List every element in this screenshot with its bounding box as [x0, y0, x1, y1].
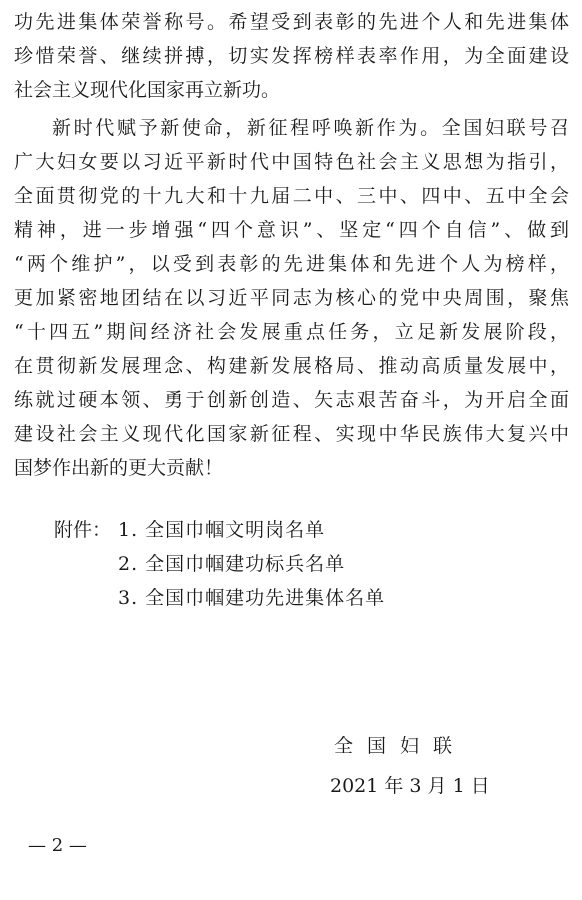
- paragraph2-line-1: 新时代赋予新使命，新征程呼唤新作为。全国妇联号召: [52, 117, 569, 139]
- attachments-label: 附件：: [54, 519, 112, 541]
- signature-date: 2021 年 3 月 1 日: [330, 775, 490, 797]
- paragraph2-line-11: 国梦作出新的更大贡献！: [14, 457, 224, 479]
- paragraph1-line-1: 功先进集体荣誉称号。希望受到表彰的先进个人和先进集体: [14, 11, 569, 33]
- paragraph2-line-6: 更加紧密地团结在以习近平同志为核心的党中央周围，聚焦: [14, 287, 569, 309]
- paragraph2-line-7: “十四五”期间经济社会发展重点任务，立足新发展阶段，: [14, 321, 569, 343]
- attachment-item-2: 2. 全国巾帼建功标兵名单: [118, 553, 346, 575]
- paragraph1-line-3: 社会主义现代化国家再立新功。: [14, 79, 281, 101]
- paragraph2-line-10: 建设社会主义现代化国家新征程、实现中华民族伟大复兴中: [14, 423, 569, 445]
- signature-organization: 全国妇联: [334, 735, 467, 757]
- paragraph2-line-8: 在贯彻新发展理念、构建新发展格局、推动高质量发展中，: [14, 355, 569, 377]
- paragraph2-line-5: “两个维护”，以受到表彰的先进集体和先进个人为榜样，: [14, 253, 569, 275]
- paragraph1-line-2: 珍惜荣誉、继续拼搏，切实发挥榜样表率作用，为全面建设: [14, 45, 569, 67]
- paragraph2-line-2: 广大妇女要以习近平新时代中国特色社会主义思想为指引，: [14, 151, 569, 173]
- page-number: — 2 —: [28, 835, 87, 856]
- paragraph2-line-4: 精神，进一步增强“四个意识”、坚定“四个自信”、做到: [14, 219, 569, 241]
- paragraph2-line-9: 练就过硬本领、勇于创新创造、矢志艰苦奋斗，为开启全面: [14, 389, 569, 411]
- attachment-item-1: 1. 全国巾帼文明岗名单: [118, 519, 326, 541]
- paragraph2-line-3: 全面贯彻党的十九大和十九届二中、三中、四中、五中全会: [14, 185, 569, 207]
- attachment-item-3: 3. 全国巾帼建功先进集体名单: [118, 587, 386, 609]
